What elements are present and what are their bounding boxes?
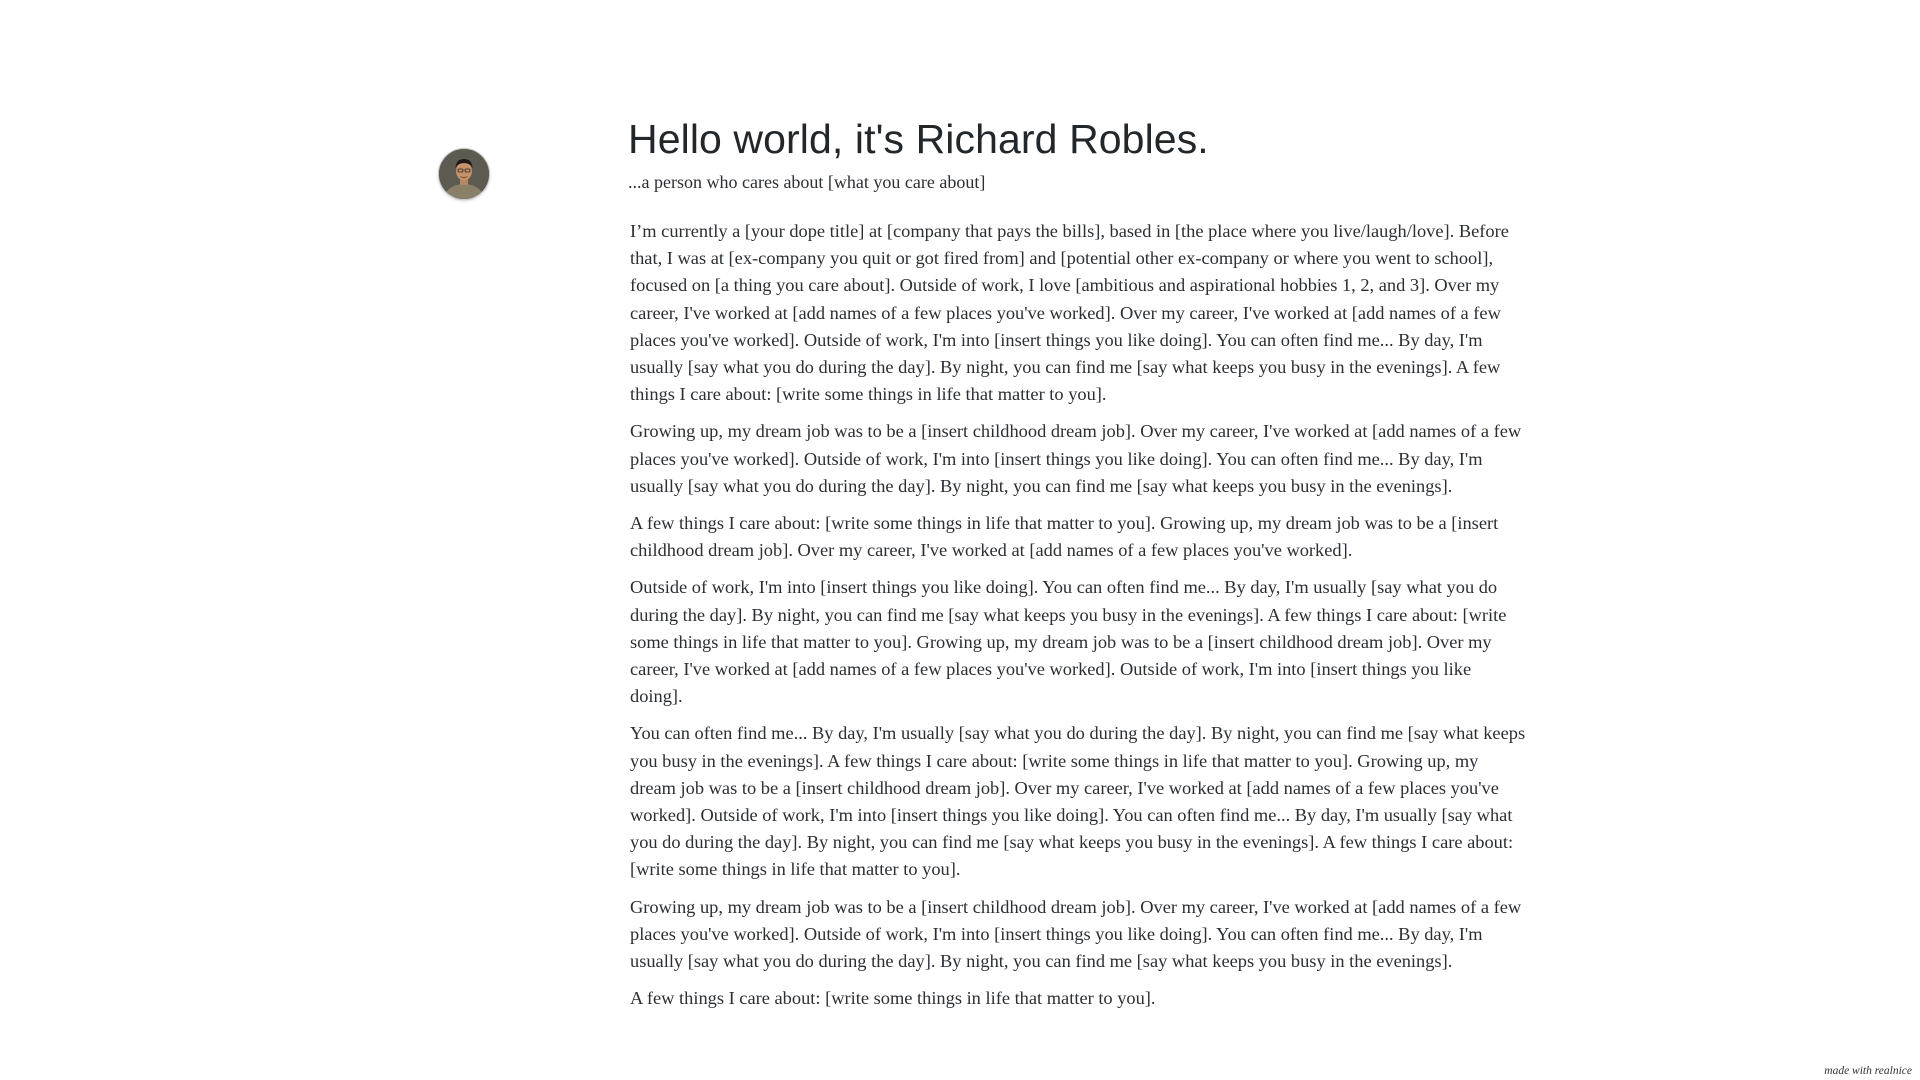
page-title: Hello world, it's Richard Robles. [628,116,1209,162]
bio-paragraph: A few things I care about: [write some things in life that matter to you]. [630,988,1156,1009]
profile-photo [439,149,489,199]
bio-section [628,218,1528,1012]
bio-paragraph: Growing up, my dream job was to be a [insert childhood dream job]. Over my career, I've worked at [add names of a few places you've worked]. Outside of work, I'm into [insert things you like doing]. You can often find me... By day, I'm usually [say what you do during the day]. By night, you can find me [say what keeps you busy in the evenings]. [630,421,1522,496]
main-content [628,110,1528,1022]
tagline: ...a person who cares about [what you care about] [628,172,986,192]
avatar [439,149,489,199]
bio-paragraph: A few things I care about: [write some things in life that matter to you]. Growing up, my dream job was to be a [insert childhood dream job]. Over my career, I've worked at [add names of a few places you've worked]. [630,513,1499,561]
bio-paragraph: Outside of work, I'm into [insert things you like doing]. You can often find me... By day, I'm usually [say what you do during the day]. By night, you can find me [say what keeps you busy in the evenings]. A few things I care about: [write some things in life that matter to you]. Growing up, my dream job was to be a [insert childhood dream job]. Over my career, I've worked at [add names of a few places you've worked]. Outside of work, I'm into [insert things you like doing]. [630,577,1507,707]
bio-paragraph: Growing up, my dream job was to be a [insert childhood dream job]. Over my career, I've worked at [add names of a few places you've worked]. Outside of work, I'm into [insert things you like doing]. You can often find me... By day, I'm usually [say what you do during the day]. By night, you can find me [say what keeps you busy in the evenings]. [630,896,1522,972]
made-with-link[interactable]: made with realnice [1824,1065,1912,1077]
bio-paragraph: I’m currently a [your dope title] at [company that pays the bills], based in [the place where you live/laugh/love]. Before that, I was at [ex-company you quit or got fired from] and [potential other ex-company or where you went to school], focused on [a thing you care about]. Outside of work, I love [ambitious and aspirational hobbies 1, 2, and 3]. Over my career, I've worked at [add names of a few places you've worked]. Over my career, I've worked at [add names of a few places you've worked]. Outside of work, I'm into [insert things you like doing]. You can often find me... By day, I'm usually [say what you do during the day]. By night, you can find me [say what keeps you busy in the evenings]. A few things I care about: [write some things in life that matter to you]. [630,221,1509,405]
bio-paragraph: You can often find me... By day, I'm usually [say what you do during the day]. By night, you can find me [say what keeps you busy in the evenings]. A few things I care about: [write some things in life that matter to you]. Growing up, my dream job was to be a [insert childhood dream job]. Over my career, I've worked at [add names of a few places you've worked]. Outside of work, I'm into [insert things you like doing]. You can often find me... By day, I'm usually [say what you do during the day]. By night, you can find me [say what keeps you busy in the evenings]. A few things I care about: [write some things in life that matter to you]. [630,723,1526,880]
